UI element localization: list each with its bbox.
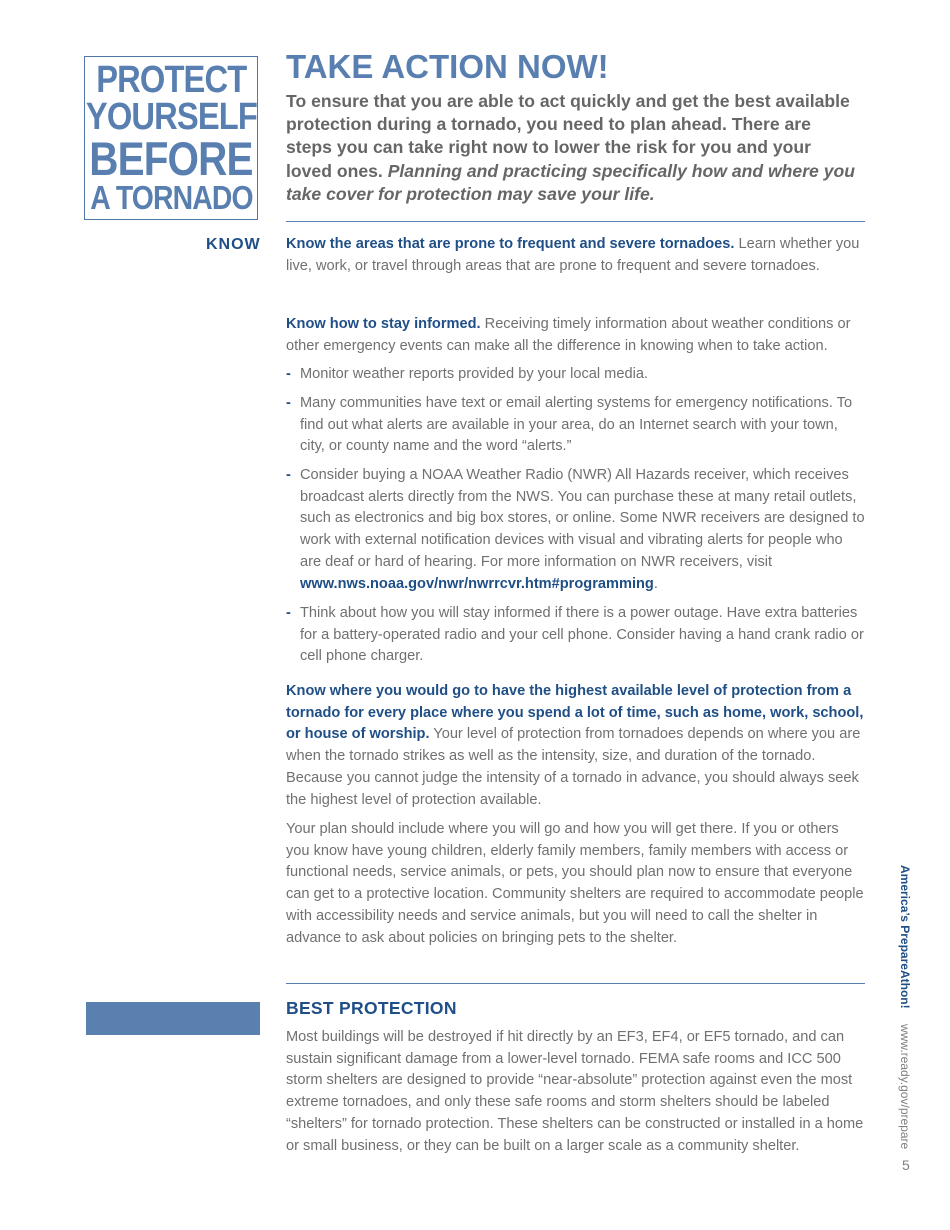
list-item bbox=[286, 393, 866, 458]
bullet-after: . bbox=[653, 575, 658, 592]
intro-paragraph bbox=[286, 90, 861, 206]
section-areas bbox=[286, 234, 866, 277]
bullet-list-4 bbox=[286, 603, 866, 668]
section-areas-text: Learn whether you live, work, or travel through areas that are prone to frequent and severe tornadoes. bbox=[286, 236, 860, 274]
divider-bottom bbox=[286, 983, 865, 984]
page-number: 5 bbox=[902, 1157, 910, 1173]
page-heading: TAKE ACTION NOW! bbox=[286, 48, 609, 85]
divider-top bbox=[286, 221, 865, 222]
best-protection-section bbox=[286, 1027, 866, 1157]
title-line-4: A TORNADO bbox=[89, 179, 253, 217]
title-line-1: PROTECT bbox=[95, 58, 247, 101]
list-item bbox=[286, 465, 866, 595]
intro-text: To ensure that you are able to act quickly and get the best available protection during a tornado, you need to plan ahead. There are steps you can take right now to lower the risk for you and your loved ones. bbox=[286, 91, 850, 181]
section-protection-text: Your level of protection from tornadoes depends on where you are when the tornado strikes as well as the intensity, size, and duration of the tornado. Because you cannot judge the intensity of a tornado in advance, you should always seek the highest level of protection available. bbox=[286, 726, 861, 808]
section-informed-lead: Know how to stay informed. bbox=[286, 316, 481, 332]
bullet-list-3 bbox=[286, 465, 866, 595]
know-label: KNOW bbox=[206, 236, 261, 253]
list-item bbox=[286, 364, 866, 386]
footer-url: www.ready.gov/prepare bbox=[898, 1023, 912, 1150]
section-informed-text: Receiving timely information about weather conditions or other emergency events can make all the difference in knowing when to take action. bbox=[286, 316, 851, 354]
bullet-text: Think about how you will stay informed if there is a power outage. Have extra batteries for a battery-operated radio and your cell phone. Consider having a hand crank radio or cell phone charger. bbox=[300, 605, 864, 665]
section-protection-lead: Know where you would go to have the highest available level of protection from a tornado for every place where you spend a lot of time, such as home, work, school, or house of worship. bbox=[286, 683, 864, 743]
footer-brand: America’s PrepareAthon! bbox=[898, 865, 912, 1009]
section-informed bbox=[286, 314, 866, 357]
nwr-link[interactable]: www.nws.noaa.gov/nwr/nwrrcvr.htm#programming bbox=[300, 575, 654, 592]
section-plan bbox=[286, 819, 866, 949]
best-protection-heading: BEST PROTECTION bbox=[286, 998, 457, 1018]
section-plan-text: Your plan should include where you will go and how you will get there. If you or others you know have young children, elderly family members, family members with access or functional needs, service animals, or pets, you should plan now to ensure that everyone can get to a protective location. Community shelters are required to accommodate people with accessibility needs and service animals, but you will need to call the shelter in advance to ask about policies on bringing pets to the shelter. bbox=[286, 821, 864, 946]
side-footer bbox=[898, 865, 912, 1149]
list-item bbox=[286, 603, 866, 668]
bullet-text: Consider buying a NOAA Weather Radio (NWR) All Hazards receiver, which receives broadcast alerts directly from the NWS. You can purchase these at many retail outlets, such as electronics and big box stores, or online. Some NWR receivers are designed to work with external notification devices with visual and vibrating alerts for people who are deaf or hard of hearing. For more information on NWR receivers, visit bbox=[300, 467, 865, 570]
intro-emphasis: Planning and practicing specifically how and where you take cover for protection may save your life. bbox=[286, 160, 855, 204]
title-line-3: BEFORE bbox=[89, 132, 253, 186]
best-protection-text: Most buildings will be destroyed if hit directly by an EF3, EF4, or EF5 tornado, and can sustain significant damage from a lower-level tornado. FEMA safe rooms and ICC 500 storm shelters are designed to provide “near-absolute” protection against even the most extreme tornadoes, and only these safe rooms and storm shelters should be labeled “shelters” for tornado protection. These shelters can be constructed or installed in a home or small business, or they can be built on a larger scale as a community shelter. bbox=[286, 1029, 864, 1154]
title-line-2: YOURSELF bbox=[85, 95, 257, 138]
bullet-list-1 bbox=[286, 364, 866, 386]
accent-bar bbox=[86, 1002, 260, 1035]
bullet-list-2 bbox=[286, 393, 866, 458]
bullet-text: Monitor weather reports provided by your local media. bbox=[300, 366, 648, 382]
title-box bbox=[84, 56, 258, 220]
section-protection bbox=[286, 681, 866, 811]
bullet-text: Many communities have text or email alerting systems for emergency notifications. To find out what alerts are available in your area, do an Internet search with your town, city, or county name and the word “alerts.” bbox=[300, 395, 853, 455]
section-areas-lead: Know the areas that are prone to frequent and severe tornadoes. bbox=[286, 236, 735, 252]
